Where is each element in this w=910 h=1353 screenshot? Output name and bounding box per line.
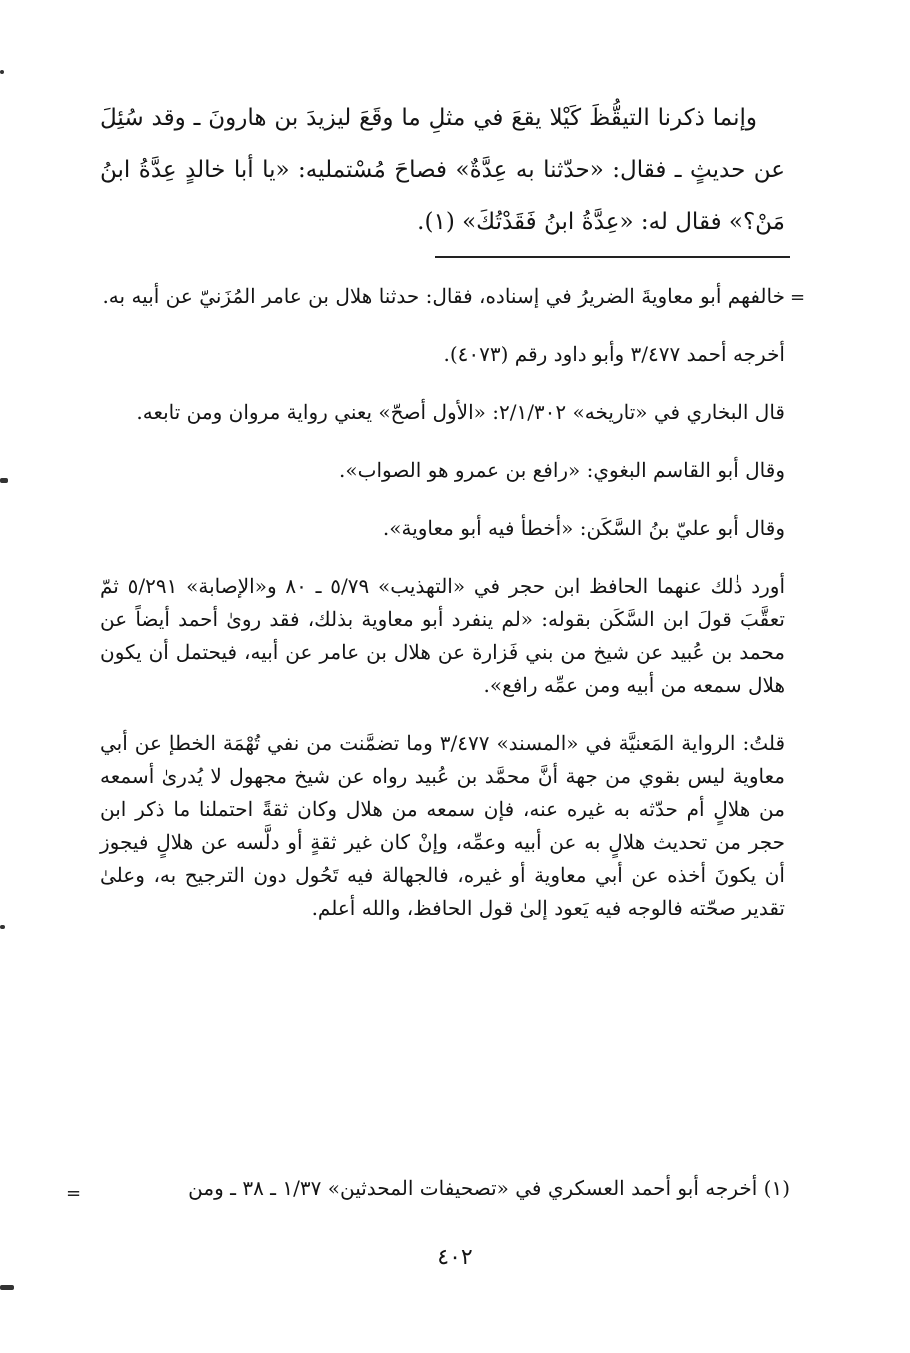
note-paragraph-2: أخرجه أحمد ٣/٤٧٧ وأبو داود رقم (٤٠٧٣). xyxy=(443,342,785,366)
scan-edge-mark xyxy=(0,478,8,483)
note-paragraph-3: قال البخاري في «تاريخه» ٢/١/٣٠٢: «الأول أصحّ» يعني رواية مروان ومن تابعه. xyxy=(136,400,785,424)
continuation-mark-top: = xyxy=(790,287,806,308)
continuation-mark-bottom: = xyxy=(66,1183,82,1204)
scan-edge-mark xyxy=(0,925,5,929)
main-text-block xyxy=(100,92,785,248)
scan-edge-mark xyxy=(0,70,4,74)
note-paragraph-4: وقال أبو القاسم البغوي: «رافع بن عمرو هو الصواب». xyxy=(339,458,785,482)
note-paragraph-5: وقال أبو عليّ بنُ السَّكَن: «أخطأ فيه أبو معاوية». xyxy=(382,516,785,540)
page-number: ٤٠٢ xyxy=(437,1245,473,1270)
note-paragraph-1: خالفهم أبو معاويةَ الضريرُ في إسناده، فقال: حدثنا هلال بن عامر المُزَنيّ عن أبيه به. xyxy=(102,284,785,308)
note-paragraph-6: أورد ذٰلك عنهما الحافظ ابن حجر في «التهذيب» ٥/٧٩ ـ ٨٠ و«الإصابة» ٥/٢٩١ ثمّ تعقَّبَ قولَ ابن السَّكَن بقوله: «لم ينفرد أبو معاوية بذلك، فقد روىٰ أحمد أيضاً عن محمد بن عُبيد عن شيخ من بني فَزارة عن هلال بن عامر عن أبيه، فيحتمل أن يكون هلال سمعه من أبيه ومن عمِّه رافع». xyxy=(100,574,786,697)
footnote-separator-line xyxy=(435,256,790,258)
scan-edge-mark xyxy=(0,1285,14,1290)
main-paragraph: وإنما ذكرنا التيقُّظَ كَيْلا يقعَ في مثلِ ما وقَعَ ليزيدَ بن هارونَ ـ وقد سُئِلَ عن حديثٍ ـ فقال: «حدّثنا به عِدَّةٌ» فصاحَ مُسْتمليه: «يا أبا خالدٍ عِدَّةُ ابنُ مَنْ؟» فقال له: «عِدَّةُ ابنُ فَقَدْتُكَ» (١). xyxy=(100,105,785,235)
note-paragraph-7: قلتُ: الرواية المَعنيَّة في «المسند» ٣/٤٧٧ وما تضمَّنت من نفي تُهْمَة الخطإ عن أبي معاوية ليس بقوي من جهة أنَّ محمَّد بن عُبيد رواه عن شيخ مجهول لا يُدرىٰ أسمعه من هلالٍ أم حدّثه به غيره عنه، فإن سمعه من هلال وكان ثقةً احتملنا ما ذكر ابن حجر من تحديث هلالٍ به عن أبيه وعمِّه، وإنْ كان غير ثقةٍ أو دلَّسه عن هلالٍ فيجوز أن يكونَ أخذه عن أبي معاوية أو غيره، فالجهالة فيه تَحُول دون الترجيح به، وعلىٰ تقدير صحّته فالوجه فيه يَعود إلىٰ قول الحافظ، والله أعلم. xyxy=(100,731,786,920)
footnote-1: (١) أخرجه أبو أحمد العسكري في «تصحيفات المحدثين» ١/٣٧ ـ ٣٨ ـ ومن xyxy=(188,1176,790,1200)
continued-notes-block xyxy=(100,280,785,950)
